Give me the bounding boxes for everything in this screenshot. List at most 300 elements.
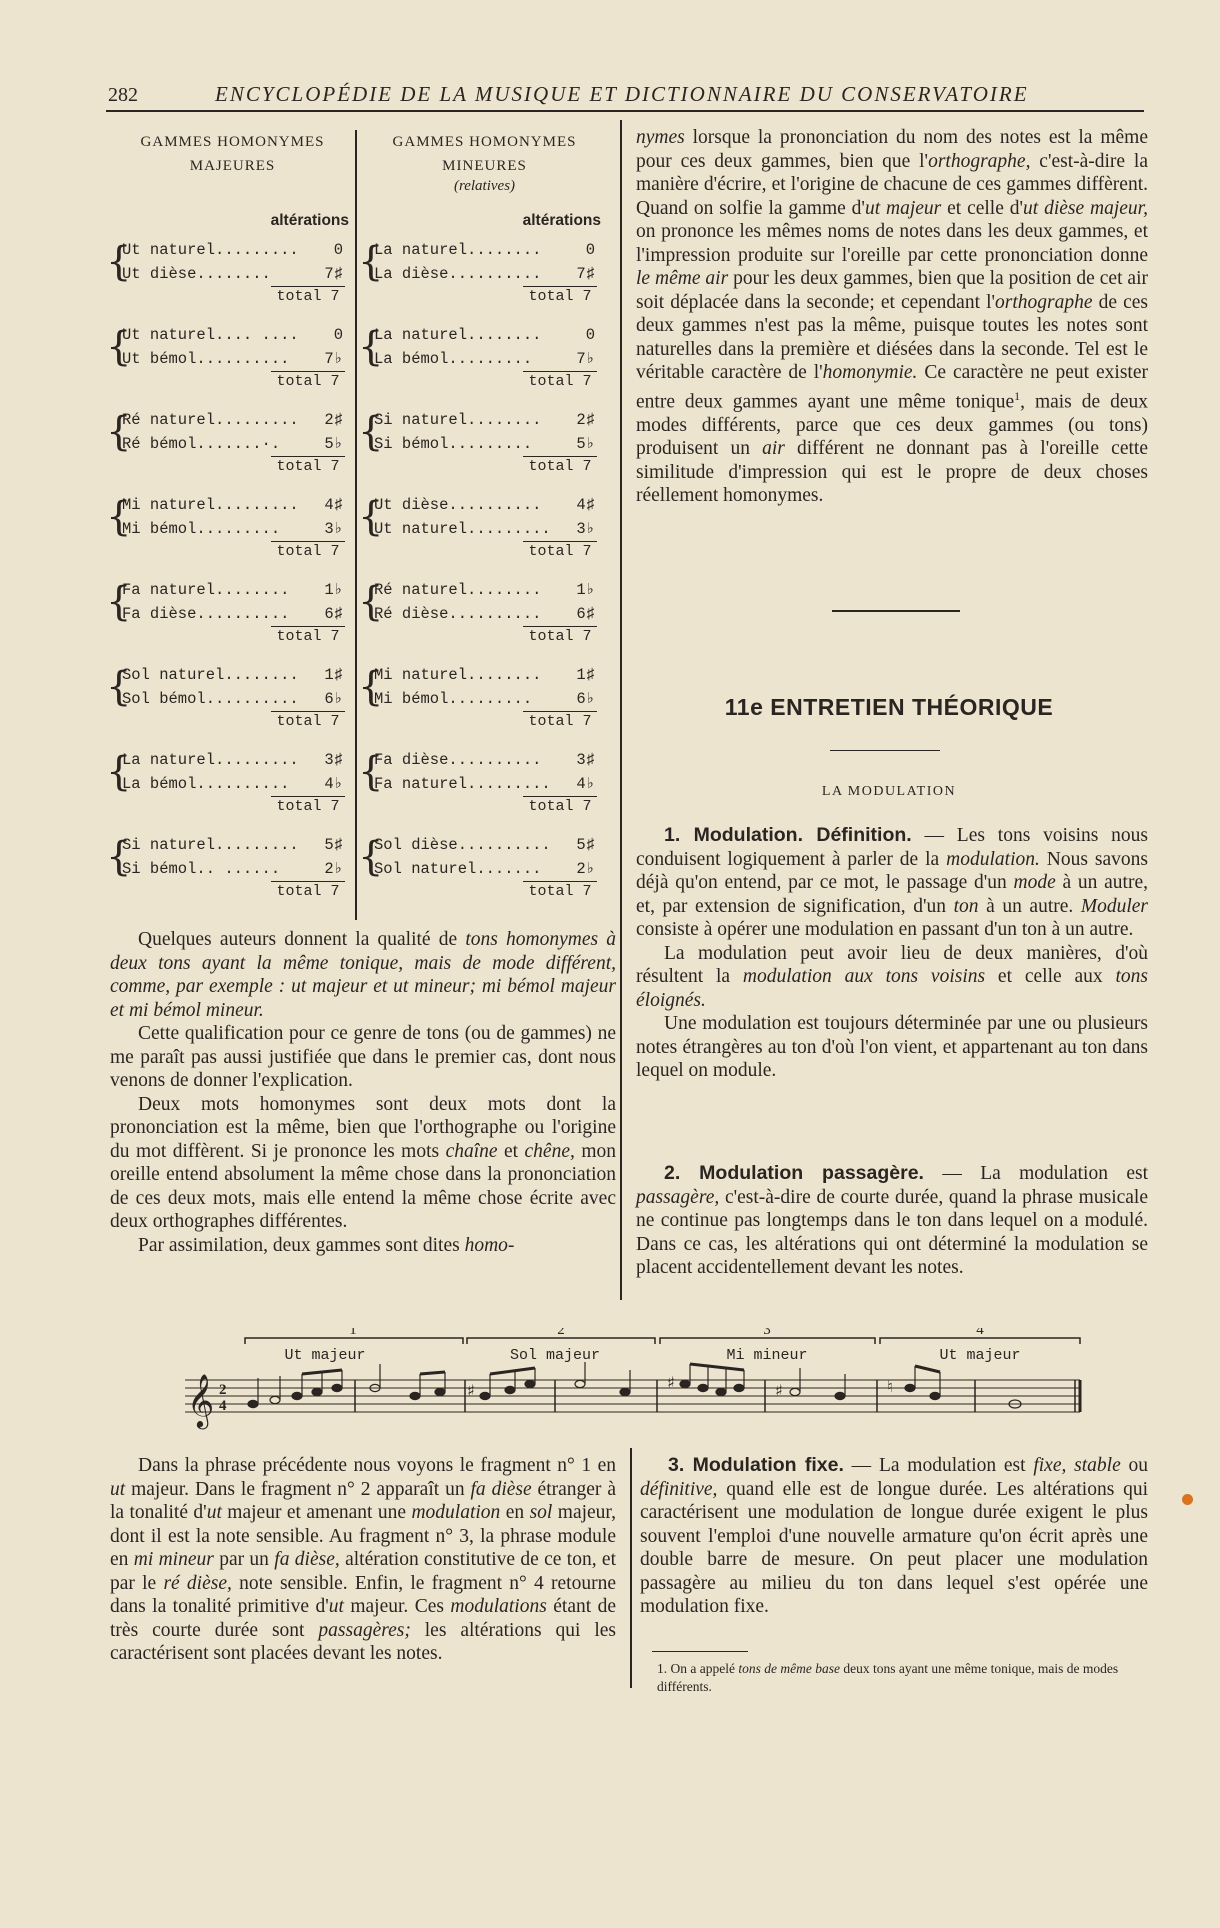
alteration-pair: [106, 833, 355, 918]
chapter-rule: [830, 750, 940, 751]
scale-name-line: [362, 857, 541, 881]
alteration-value: 7♯: [324, 265, 343, 283]
scale-name-line: [362, 323, 541, 347]
scale-name: Ré dièse: [374, 605, 449, 623]
text-span: Par assimilation, deux gammes sont dites: [138, 1234, 465, 1256]
brace-icon: {: [106, 664, 132, 710]
alteration-value: 6♯: [576, 605, 595, 623]
bracket-2: [467, 1338, 655, 1344]
alteration-value: 1♯: [324, 666, 343, 684]
scale-name-line: [110, 347, 289, 371]
alteration-value: 2♭: [324, 860, 343, 878]
pair-row: [362, 748, 607, 772]
italic-span: mi mineur: [133, 1549, 214, 1570]
table-heading: GAMMES HOMONYMES: [140, 134, 325, 150]
text-span: majeur. Ces: [343, 1596, 451, 1617]
leader-dots: ........: [467, 581, 542, 599]
leader-dots: ..........: [457, 836, 551, 854]
text-span: quand elle est de longue durée. Les altérations qui caractérisent une modulation de longue durée exigent le plus souvent l'emploi d'une nouvelle armature qu'on écrit après une double barre de mesure. On peut placer une modulation passagère au milieu du ton dans lequel s'est opérée une modulation fixe.: [640, 1478, 1148, 1617]
alteration-value: 0: [585, 241, 595, 259]
pair-row: [110, 578, 355, 602]
pair-row: [110, 748, 355, 772]
scale-name: Si bémol: [122, 860, 197, 878]
table-heading: GAMMES HOMONYMES: [392, 134, 577, 150]
text-span: étranger à la tonalité d': [110, 1478, 616, 1523]
scale-name-line: [362, 408, 541, 432]
scale-name-line: [110, 833, 299, 857]
section-heading: 3. Modulation fixe.: [668, 1454, 844, 1476]
scale-name-line: [110, 262, 271, 286]
alteration-value: 2♯: [324, 411, 343, 429]
paragraph: [636, 1162, 1148, 1280]
italic-span: air: [762, 438, 785, 459]
text-span: ou: [1120, 1455, 1149, 1476]
section-modulation-definition: [636, 824, 1148, 1083]
brace-icon: {: [358, 664, 384, 710]
scale-name: La naturel: [374, 241, 468, 259]
alteration-value: 6♭: [576, 690, 595, 708]
text-span: — La modulation est: [843, 1455, 1034, 1476]
alteration-value: 3♭: [576, 520, 595, 538]
italic-span: modulation: [411, 1502, 501, 1523]
pair-row: [110, 238, 355, 262]
scale-name-line: [362, 748, 541, 772]
scale-name: La bémol: [374, 350, 449, 368]
text-span: Dans la phrase précédente nous voyons le fragment n° 1 en: [138, 1455, 616, 1476]
table-heading-mode: MINEURES: [442, 158, 527, 174]
scale-name: La naturel: [122, 751, 216, 769]
scale-name: Fa dièse: [374, 751, 449, 769]
scale-name: Ut dièse: [122, 265, 197, 283]
pair-total: total 7: [271, 541, 345, 562]
text-span: La modulation peut avoir lieu de deux manières, d'où résultent la: [636, 942, 1148, 987]
text-span: c'est-à-dire la manière d'écrire, et l'origine de chacune de ces gammes diffèrent. Quand on solfie la gamme d': [636, 150, 1148, 219]
pair-row: [362, 323, 607, 347]
pair-row: [110, 663, 355, 687]
scale-name: Si naturel: [374, 411, 468, 429]
text-span: majeur. Dans le fragment n° 2 apparaît un: [125, 1478, 471, 1500]
leader-dots: .........: [467, 775, 551, 793]
pair-row: [362, 687, 607, 711]
alteration-pair: [358, 408, 607, 493]
scale-name: Ut dièse: [374, 496, 449, 514]
alteration-pair: [358, 748, 607, 833]
pair-row: [362, 262, 607, 286]
alteration-value: 7♯: [576, 265, 595, 283]
pair-row: [362, 663, 607, 687]
pair-row: [110, 772, 355, 796]
italic-span: mode: [1013, 872, 1056, 893]
leader-dots: ........: [467, 326, 542, 344]
pair-total: total 7: [523, 371, 597, 392]
left-body-text: [110, 928, 616, 1257]
italic-span: fa dièse,: [274, 1549, 340, 1570]
italic-span: nymes: [636, 127, 685, 148]
pair-total: total 7: [523, 881, 597, 902]
sharp-icon: ♯: [667, 1373, 675, 1392]
page-number: 282: [108, 84, 138, 106]
alteration-value: 1♭: [576, 581, 595, 599]
alteration-value: 1♭: [324, 581, 343, 599]
leader-dots: ..........: [196, 775, 290, 793]
pair-total: total 7: [523, 286, 597, 307]
leader-dots: ........: [196, 265, 271, 283]
alteration-value: 2♯: [576, 411, 595, 429]
pair-total: total 7: [523, 456, 597, 477]
alteration-value: 2♭: [576, 860, 595, 878]
scale-name: La naturel: [374, 326, 468, 344]
alteration-value: 5♭: [576, 435, 595, 453]
pair-row: [110, 833, 355, 857]
pair-total: total 7: [523, 796, 597, 817]
scale-name-line: [362, 432, 532, 456]
italic-span: ré dièse,: [163, 1572, 232, 1594]
scale-name-line: [110, 748, 299, 772]
fragment-number: 3: [763, 1328, 771, 1338]
italic-span: définitive,: [640, 1478, 718, 1500]
text-span: — La modulation est: [923, 1163, 1148, 1184]
scale-name: Ré bémol: [122, 435, 197, 453]
text-span: à un autre.: [978, 895, 1081, 917]
music-staff-svg: [175, 1328, 1085, 1438]
alteration-pair: [106, 493, 355, 578]
leader-dots: .... ....: [215, 326, 299, 344]
pair-row: [362, 578, 607, 602]
italic-span: ut dièse majeur,: [1023, 197, 1148, 219]
scale-name: Sol bémol: [122, 690, 206, 708]
brace-icon: {: [358, 579, 384, 625]
chapter-title: 11e ENTRETIEN THÉORIQUE: [724, 694, 1054, 720]
natural-icon: ♮: [887, 1377, 893, 1396]
text-span: de ces deux gammes n'est pas la même, puisque toutes les notes sont naturelles dans la première et diésées dans la seconde. Tel est le véritable caractère de l': [636, 291, 1148, 383]
brace-icon: {: [106, 834, 132, 880]
paragraph: [110, 1093, 616, 1234]
scale-name-line: [110, 578, 289, 602]
scale-name: Ré naturel: [122, 411, 216, 429]
italic-span: homo-: [464, 1234, 515, 1256]
pair-row: [362, 517, 607, 541]
leader-dots: .......: [476, 860, 542, 878]
column-divider-bottom: [630, 1448, 632, 1688]
leader-dots: ..........: [448, 751, 542, 769]
scale-name-line: [362, 262, 541, 286]
header-rule: [106, 110, 1144, 112]
fragment-number: 4: [976, 1328, 984, 1338]
alteration-value: 4♭: [576, 775, 595, 793]
paragraph: [110, 928, 616, 1022]
alteration-pair: [358, 833, 607, 918]
leader-dots: ..........: [196, 350, 290, 368]
bracket-4: [880, 1338, 1080, 1344]
scale-name-line: [110, 323, 299, 347]
scale-name-line: [362, 663, 541, 687]
italic-span: ut: [110, 1478, 126, 1500]
section-heading: 2. Modulation passagère.: [664, 1162, 924, 1184]
scale-name-line: [110, 517, 280, 541]
right-body-text: [636, 126, 1148, 508]
scale-name-line: [110, 687, 299, 711]
scale-name-line: [362, 347, 532, 371]
scale-name-line: [110, 602, 289, 626]
alteration-value: 6♭: [324, 690, 343, 708]
scale-name-line: [110, 238, 299, 262]
brace-icon: {: [106, 494, 132, 540]
pair-row: [362, 493, 607, 517]
scale-name: Ut bémol: [122, 350, 197, 368]
scale-name: Mi bémol: [374, 690, 449, 708]
alteration-value: 1♯: [576, 666, 595, 684]
text-span: lorsque la prononciation du nom des notes est la même pour ces deux gammes, bien que l': [636, 127, 1148, 172]
alteration-value: 5♭: [324, 435, 343, 453]
alteration-pair: [358, 663, 607, 748]
paragraph: [110, 1234, 616, 1258]
pair-row: [110, 857, 355, 881]
scale-name-line: [362, 772, 551, 796]
pair-row: [362, 432, 607, 456]
leader-dots: .. ......: [196, 860, 281, 878]
leader-dots: ........: [215, 581, 290, 599]
scale-name-line: [362, 833, 551, 857]
column-divider: [355, 130, 357, 920]
italic-span: orthographe,: [928, 150, 1031, 172]
scale-name-line: [110, 772, 289, 796]
pair-total: total 7: [271, 626, 345, 647]
notes: [248, 1362, 1021, 1408]
italic-span: ut majeur: [864, 197, 942, 219]
scale-name: Fa naturel: [374, 775, 468, 793]
alteration-pair: [106, 238, 355, 323]
scale-name-line: [110, 493, 299, 517]
leader-dots: ..........: [448, 496, 542, 514]
paragraph: [640, 1454, 1148, 1619]
section-modulation-fixe: [640, 1454, 1148, 1619]
brace-icon: {: [106, 749, 132, 795]
alteration-pair: [106, 748, 355, 833]
leader-dots: .......·.: [196, 435, 281, 453]
leader-dots: .........: [215, 836, 299, 854]
table-subheading: [110, 178, 355, 198]
leader-dots: ........: [467, 411, 542, 429]
chapter-subtitle: LA MODULATION: [821, 784, 957, 799]
pair-row: [362, 857, 607, 881]
brace-icon: {: [358, 749, 384, 795]
text-span: mon oreille entend absolument la même chose dans la prononciation de ces deux mots, mais elle entend la même chose écrite avec deux orthographes différentes.: [110, 1140, 616, 1232]
fragment-label: Ut majeur: [284, 1347, 366, 1364]
scale-name-line: [362, 517, 551, 541]
scale-name: Ut naturel: [122, 326, 216, 344]
text-span: pour les deux gammes, bien que la position de cet air soit déplacée dans la seconde; et cependant l': [636, 268, 1148, 313]
scale-name-line: [110, 663, 299, 687]
column-divider-main: [620, 120, 622, 1300]
leader-dots: .........: [215, 496, 299, 514]
scale-name: Mi naturel: [374, 666, 468, 684]
text-span: deux tons ayant une même tonique, mais de modes différents.: [657, 1661, 1119, 1694]
italic-span: homonymie.: [822, 362, 918, 383]
section-separator: [832, 610, 960, 612]
alteration-pair: [106, 408, 355, 493]
italic-span: passagère,: [636, 1186, 720, 1208]
leader-dots: ........: [467, 241, 542, 259]
scale-name: Ut naturel: [122, 241, 216, 259]
leader-dots: ..........: [448, 265, 542, 283]
scale-name-line: [362, 493, 541, 517]
pair-row: [110, 493, 355, 517]
pair-row: [362, 238, 607, 262]
alteration-value: 0: [585, 326, 595, 344]
fragment-label: Sol majeur: [509, 1347, 601, 1364]
alteration-value: 7♭: [576, 350, 595, 368]
scale-name-line: [110, 857, 280, 881]
section-heading: 1. Modulation. Définition.: [664, 824, 912, 846]
alteration-pair: [106, 578, 355, 663]
pair-total: total 7: [523, 626, 597, 647]
paragraph: [110, 1454, 616, 1666]
scale-name: Si naturel: [122, 836, 216, 854]
italic-span: ut: [206, 1502, 222, 1523]
pair-total: total 7: [271, 371, 345, 392]
footnote-rule: [652, 1651, 748, 1652]
pair-row: [110, 323, 355, 347]
paragraph: Cette qualification pour ce genre de tons (ou de gammes) ne me paraît pas aussi justifiée que dans le premier cas, dont nous venons de donner l'explication.: [110, 1023, 616, 1091]
alteration-pair: [358, 493, 607, 578]
section-modulation-passagere: [636, 1162, 1148, 1280]
fragment-label: Mi mineur: [726, 1347, 808, 1364]
alteration-value: 4♯: [576, 496, 595, 514]
margin-dot: [1182, 1494, 1193, 1505]
scale-name: Sol naturel: [122, 666, 225, 684]
italic-span: chêne,: [524, 1140, 575, 1162]
footnote: [657, 1660, 1147, 1696]
footnote-ref: 1: [1014, 388, 1021, 403]
italic-span: tons de même base: [738, 1661, 840, 1676]
fragment-number: 2: [557, 1328, 565, 1338]
brace-icon: {: [358, 324, 384, 370]
leader-dots: ........: [467, 666, 542, 684]
bracket-1: [245, 1338, 463, 1344]
brace-icon: {: [106, 409, 132, 455]
pairs-list: [106, 238, 355, 918]
alteration-value: 3♯: [324, 751, 343, 769]
scale-name: La bémol: [122, 775, 197, 793]
alterations-label: altérations: [522, 212, 601, 229]
leader-dots: .........: [215, 751, 299, 769]
sharp-icon: ♯: [775, 1381, 783, 1400]
scale-name-line: [110, 408, 299, 432]
pair-row: [362, 408, 607, 432]
bottom-left-text: [110, 1454, 616, 1666]
leader-dots: .........: [467, 520, 551, 538]
italic-span: tons éloignés.: [636, 966, 1148, 1011]
scale-name-line: [362, 238, 541, 262]
italic-span: chaîne: [445, 1140, 498, 1162]
text-span: Nous savons déjà qu'on entend, par ce mot, le passage d'un: [636, 848, 1148, 893]
text-span: altération constitutive de ce ton, et par le: [110, 1549, 616, 1594]
scale-name: Sol naturel: [374, 860, 477, 878]
text-span: en: [500, 1502, 530, 1523]
pair-total: total 7: [523, 711, 597, 732]
italic-span: Moduler: [1080, 895, 1148, 917]
leader-dots: .........: [215, 411, 299, 429]
treble-clef-icon: 𝄞: [187, 1373, 215, 1427]
leader-dots: ..........: [448, 605, 542, 623]
italic-span: le même air: [636, 268, 729, 289]
text-span: Ce caractère ne peut exister entre deux gammes ayant une même tonique: [636, 362, 1148, 412]
brace-icon: {: [106, 324, 132, 370]
text-span: différent ne donnant pas à l'oreille cette similitude d'impression qui est le propre de deux choses réellement homonymes.: [636, 438, 1148, 506]
scale-name: Si bémol: [374, 435, 449, 453]
italic-span: modulations: [450, 1596, 547, 1617]
pair-total: total 7: [271, 456, 345, 477]
alteration-pair: [358, 238, 607, 323]
italic-span: sol: [529, 1502, 553, 1523]
text-span: consiste à opérer une modulation en passant d'un ton à un autre.: [636, 919, 1134, 940]
alteration-pair: [106, 323, 355, 408]
pairs-list: [358, 238, 607, 918]
alteration-value: 0: [333, 326, 343, 344]
leader-dots: ..........: [205, 690, 299, 708]
italic-span: ut: [328, 1596, 344, 1617]
text-span: étant de très courte durée sont: [110, 1596, 616, 1641]
scale-name: Sol dièse: [374, 836, 458, 854]
alteration-pair: [358, 323, 607, 408]
brace-icon: {: [358, 239, 384, 285]
leader-dots: .........: [448, 435, 533, 453]
text-span: — Les tons voisins nous conduisent logiquement à parler de la: [636, 825, 1149, 870]
text-span: par un: [213, 1549, 275, 1570]
scale-name: Fa naturel: [122, 581, 216, 599]
pair-row: [110, 347, 355, 371]
table-major: [106, 130, 355, 918]
italic-span: tons homonymes à deux tons ayant la même tonique, mais de mode différent, comme, par exemple : ut majeur et ut mineur; mi bémol majeur et mi bémol mineur.: [110, 929, 616, 1021]
alteration-value: 4♭: [324, 775, 343, 793]
text-span: majeur, dont il est la note sensible. Au fragment n° 3, la phrase module en: [110, 1502, 617, 1570]
bracket-3: [660, 1338, 875, 1344]
fragment-label: Ut majeur: [939, 1347, 1021, 1364]
scale-name-line: [362, 578, 541, 602]
brace-icon: {: [106, 579, 132, 625]
text-span: et celle d': [941, 197, 1024, 219]
paragraph: [636, 942, 1148, 1013]
alteration-value: 0: [333, 241, 343, 259]
brace-icon: {: [358, 409, 384, 455]
alteration-value: 6♯: [324, 605, 343, 623]
italic-span: modulation.: [946, 848, 1040, 870]
text-span: et celle aux: [985, 966, 1116, 987]
paragraph: Une modulation est toujours déterminée par une ou plusieurs notes étrangères au ton d'où l'on vient, et appartenant au ton dans lequel on module.: [636, 1013, 1148, 1081]
music-example: [175, 1328, 1085, 1438]
alteration-value: 5♯: [324, 836, 343, 854]
pair-row: [362, 772, 607, 796]
italic-span: passagères;: [318, 1619, 411, 1641]
pair-total: total 7: [271, 881, 345, 902]
text-span: 1. On a appelé: [657, 1661, 739, 1676]
leader-dots: .........: [215, 241, 299, 259]
text-span: majeur et amenant une: [221, 1502, 412, 1523]
text-span: les altérations qui les caractérisent sont placées devant les notes.: [110, 1619, 616, 1664]
alteration-pair: [358, 578, 607, 663]
text-span: on prononce les mêmes noms de notes dans les deux gammes, et l'impression produite sur l'oreille par cette prononciation donne: [636, 221, 1148, 266]
pair-row: [362, 602, 607, 626]
leader-dots: ..........: [196, 605, 290, 623]
time-sig-bottom: 4: [219, 1398, 227, 1414]
scale-name-line: [110, 432, 280, 456]
text-span: note sensible. Enfin, le fragment n° 4 retourne dans la tonalité primitive d': [110, 1572, 616, 1617]
brace-icon: {: [106, 239, 132, 285]
pair-total: total 7: [271, 796, 345, 817]
scale-name: Ut naturel: [374, 520, 468, 538]
leader-dots: .........: [196, 520, 281, 538]
pair-row: [110, 687, 355, 711]
